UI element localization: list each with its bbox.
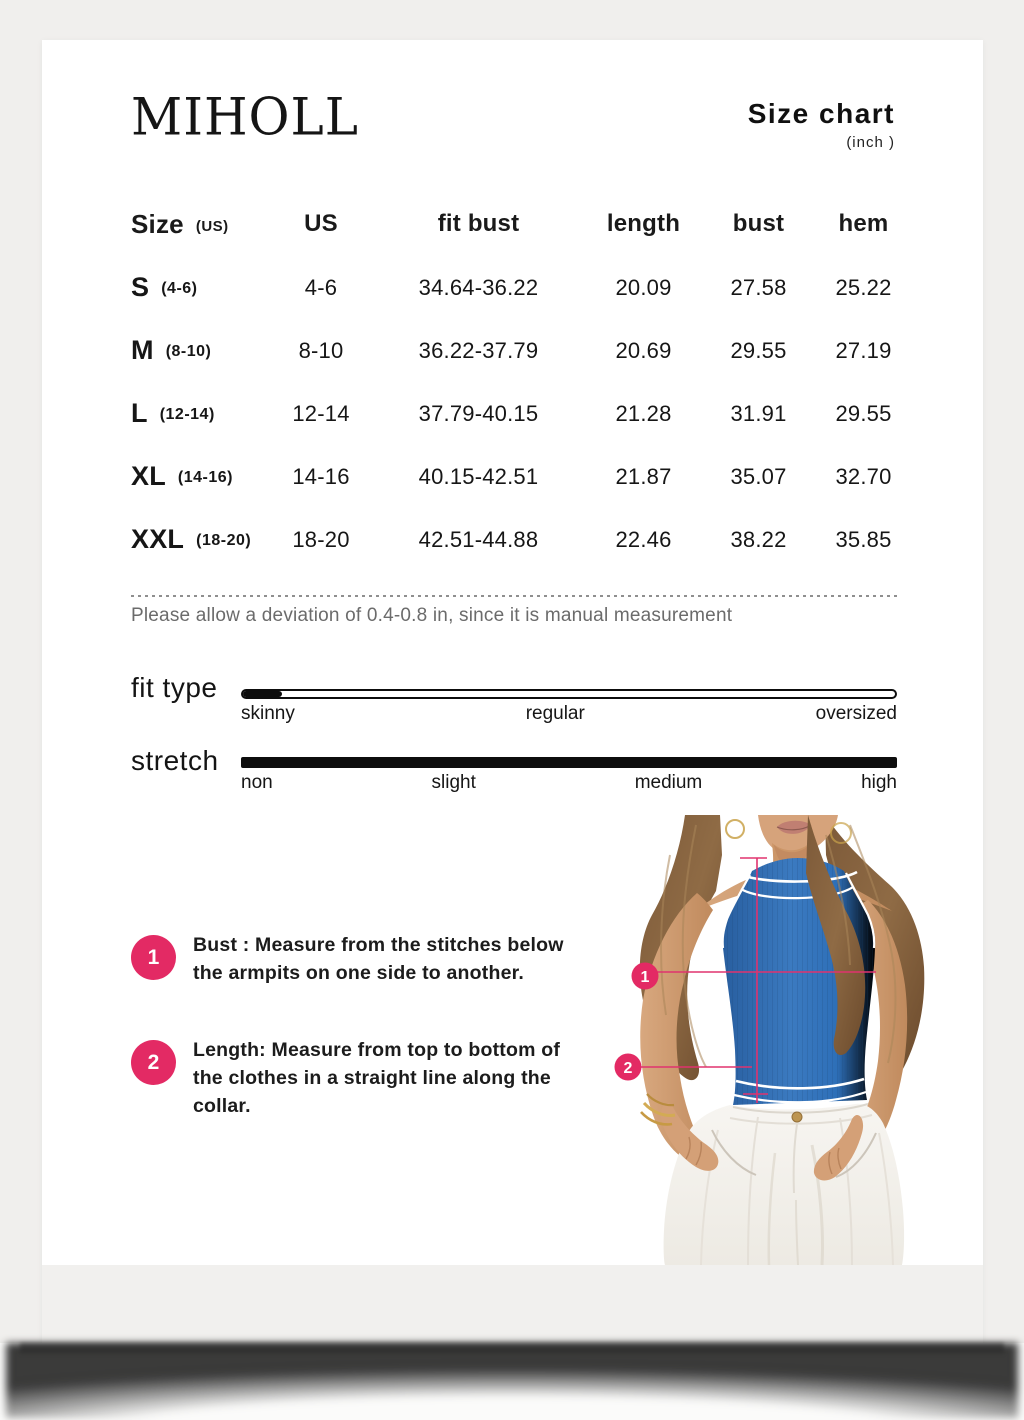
fit-type-label: fit type xyxy=(131,672,218,703)
step-1-badge: 1 xyxy=(131,935,176,980)
measurement-note: Please allow a deviation of 0.4-0.8 in, since it is manual measurement xyxy=(131,605,733,626)
size-chart-page xyxy=(42,40,983,1343)
stretch-bar-fill xyxy=(241,757,897,768)
table-header-row xyxy=(131,192,921,256)
earring-icon xyxy=(726,820,744,838)
model-illustration xyxy=(600,815,980,1265)
cell-us: 4-6 xyxy=(304,274,338,300)
chart-heading xyxy=(748,98,895,151)
cell-length: 20.09 xyxy=(615,274,672,300)
instruction-length xyxy=(131,1036,611,1120)
tick-regular: regular xyxy=(525,703,585,724)
header-size-label: Size xyxy=(131,208,184,239)
cell-fit-bust: 36.22-37.79 xyxy=(418,337,539,363)
instruction-bust xyxy=(131,931,611,987)
page-bottom-band xyxy=(42,1265,983,1343)
stretch-label: stretch xyxy=(131,745,219,776)
tick-slight: slight xyxy=(431,772,476,793)
cell-bust: 29.55 xyxy=(730,337,787,363)
cell-length: 21.28 xyxy=(615,400,672,426)
marker-2-label: 2 xyxy=(623,1060,633,1077)
table-row-m xyxy=(131,319,921,382)
fit-type-ticks xyxy=(241,703,897,725)
stretch-bar xyxy=(241,757,897,768)
cell-size xyxy=(131,272,261,303)
page-shadow-edge xyxy=(20,1343,1003,1355)
cell-us: 12-14 xyxy=(292,400,350,426)
cell-size xyxy=(131,398,261,429)
cell-us: 8-10 xyxy=(298,337,344,363)
instruction-line: Bust : Measure from the stitches below xyxy=(193,934,564,956)
cell-hem: 27.19 xyxy=(835,337,892,363)
cell-size xyxy=(131,335,261,366)
instruction-bust-text xyxy=(193,931,564,987)
size-letter: XXL xyxy=(131,524,185,554)
model-photo xyxy=(600,815,980,1265)
cell-fit-bust: 42.51-44.88 xyxy=(418,526,539,552)
size-range-sub: (14-16) xyxy=(177,468,233,486)
page-title: Size chart xyxy=(747,98,895,129)
tick-high: high xyxy=(861,772,897,793)
instruction-line: the armpits on one side to another. xyxy=(193,962,524,984)
cell-fit-bust: 40.15-42.51 xyxy=(418,463,539,489)
header-bust: bust xyxy=(732,210,785,237)
size-range-sub: (18-20) xyxy=(196,531,252,549)
tick-non: non xyxy=(241,772,273,793)
cell-length: 20.69 xyxy=(615,337,672,363)
tick-oversized: oversized xyxy=(815,703,897,724)
cell-hem: 35.85 xyxy=(835,526,892,552)
size-table xyxy=(131,192,921,571)
brand-logo: MIHOLL xyxy=(131,87,359,147)
size-range-sub: (12-14) xyxy=(159,405,215,423)
cell-us: 14-16 xyxy=(292,463,350,489)
size-range-sub: (4-6) xyxy=(161,279,198,297)
cell-size xyxy=(131,524,261,555)
cell-size xyxy=(131,461,261,492)
size-letter: L xyxy=(131,398,148,428)
dashed-divider xyxy=(131,595,897,597)
instruction-line: the clothes in a straight line along the collar. xyxy=(193,1067,551,1117)
fit-type-bar xyxy=(241,689,897,699)
pants-button xyxy=(792,1112,802,1122)
header-size xyxy=(131,209,261,240)
stretch-scale xyxy=(131,745,901,800)
cell-hem: 29.55 xyxy=(835,400,892,426)
table-row-xl xyxy=(131,445,921,508)
cell-length: 22.46 xyxy=(615,526,672,552)
fit-type-scale xyxy=(131,672,901,727)
cell-hem: 25.22 xyxy=(835,274,892,300)
size-letter: XL xyxy=(131,461,166,491)
fit-type-bar-fill xyxy=(243,691,282,697)
marker-1-label: 1 xyxy=(640,969,650,986)
cell-bust: 31.91 xyxy=(730,400,787,426)
header-length: length xyxy=(606,210,681,237)
instruction-line: Length: Measure from top to bottom of xyxy=(193,1039,561,1061)
instruction-length-text xyxy=(193,1036,611,1120)
header-us: US xyxy=(304,210,338,237)
table-row-xxl xyxy=(131,508,921,571)
table-row-s xyxy=(131,256,921,319)
tick-skinny: skinny xyxy=(241,703,295,724)
step-2-badge: 2 xyxy=(131,1040,176,1085)
cell-length: 21.87 xyxy=(615,463,672,489)
cell-bust: 38.22 xyxy=(730,526,787,552)
pants xyxy=(664,1104,905,1265)
header-size-unit: (US) xyxy=(195,217,229,235)
cell-fit-bust: 37.79-40.15 xyxy=(418,400,539,426)
cell-us: 18-20 xyxy=(292,526,350,552)
cell-hem: 32.70 xyxy=(835,463,892,489)
header-hem: hem xyxy=(838,210,889,237)
unit-label: (inch ) xyxy=(846,134,895,151)
size-letter: S xyxy=(131,272,150,302)
header-fit-bust: fit bust xyxy=(437,210,520,237)
stretch-ticks xyxy=(241,772,897,794)
tick-medium: medium xyxy=(634,772,703,793)
below-page-area xyxy=(0,1343,1024,1420)
size-range-sub: (8-10) xyxy=(165,342,212,360)
cell-bust: 27.58 xyxy=(730,274,787,300)
cell-fit-bust: 34.64-36.22 xyxy=(418,274,539,300)
size-letter: M xyxy=(131,335,154,365)
cell-bust: 35.07 xyxy=(730,463,787,489)
table-row-l xyxy=(131,382,921,445)
